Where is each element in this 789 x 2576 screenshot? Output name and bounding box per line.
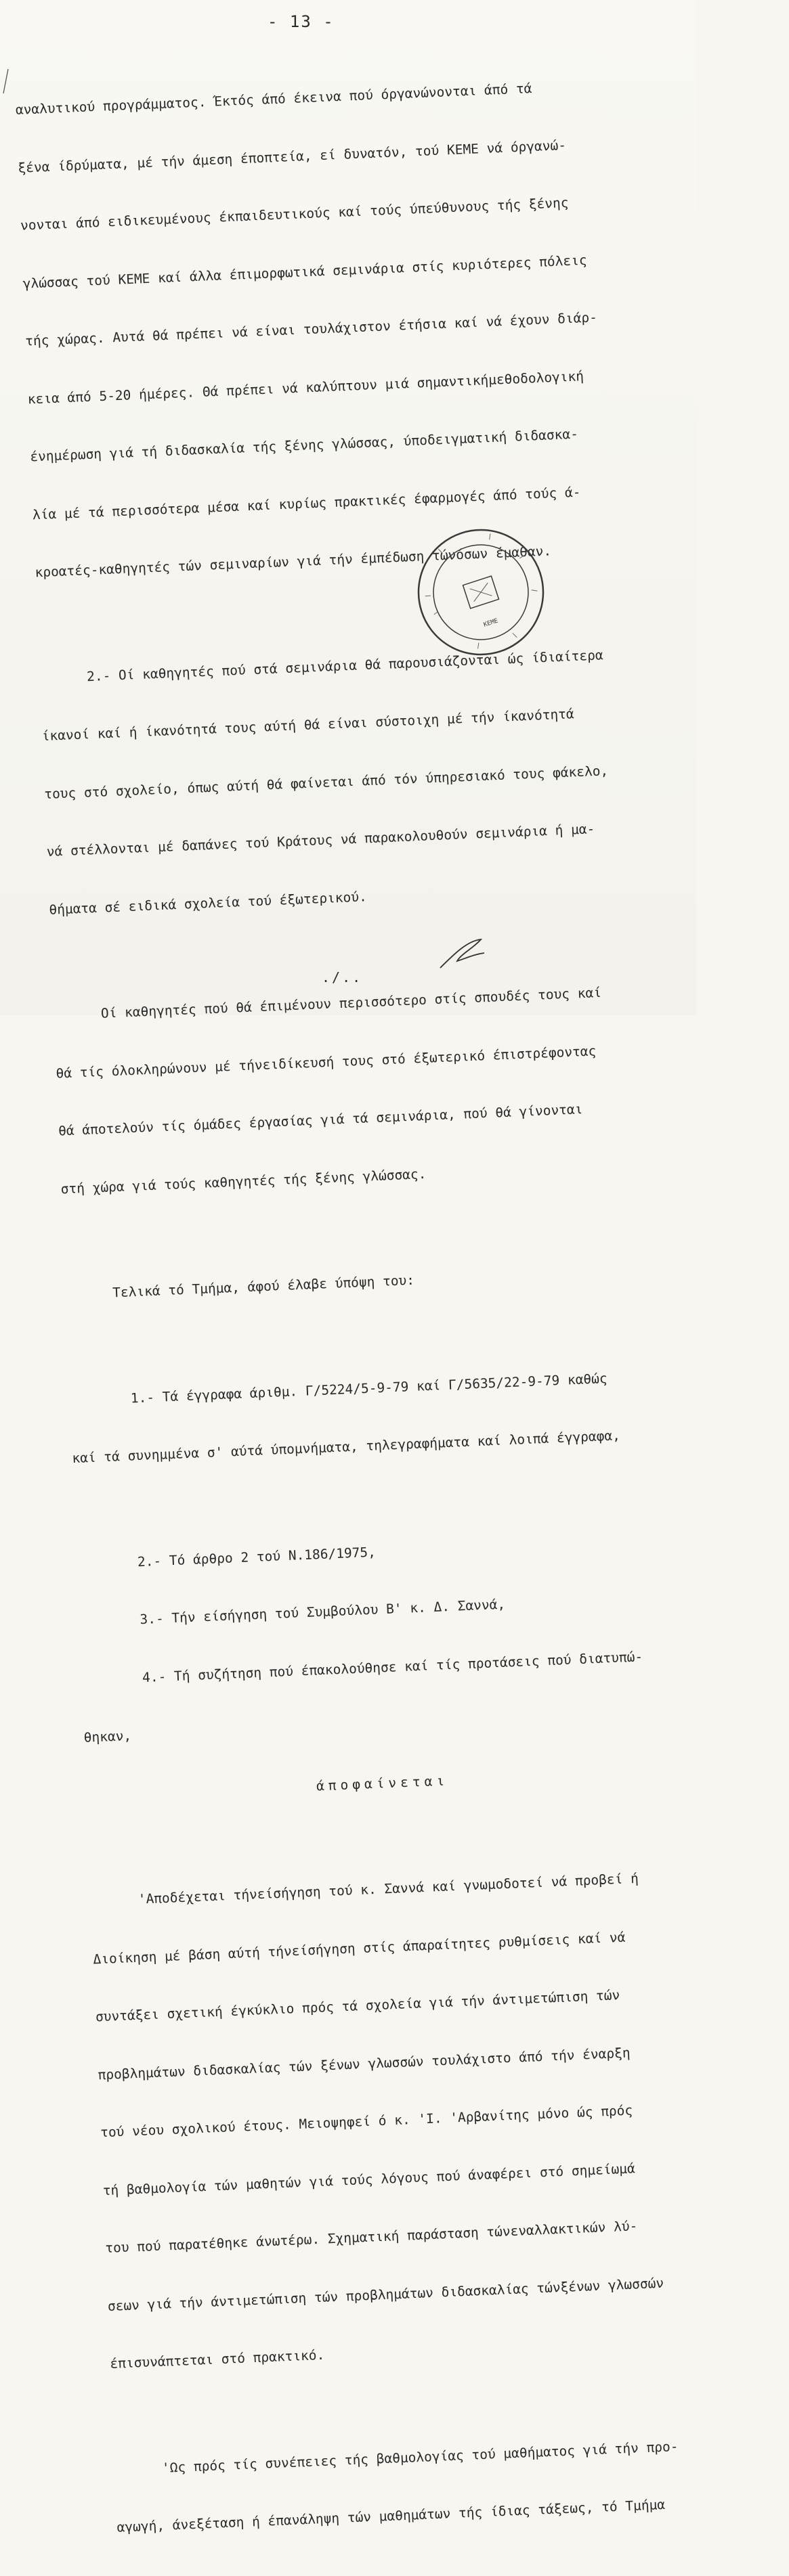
text-line: νά στέλλονται μέ δαπάνες τού Κράτους νά παρακολουθούν σεμινάρια ή μα- [46,821,595,860]
text-line: τής χώρας. Αυτά θά πρέπει νά είναι τουλάχιστον έτήσια καί νά έχουν διάρ- [24,309,598,349]
text-line: κροατές-καθηγητές τών σεμιναρίων γιά τήν έμπέδωση τώνόσων έμαθαν. [35,543,552,581]
text-line: νονται άπό ειδικευμένους έκπαιδευτικούς καί τούς ύπεύθυνους τής ξένης [20,194,569,234]
text-line: 1.- Τά έγγραφα άριθμ. Γ/5224/5-9-79 καί Γ/5635/22-9-79 καθώς [130,1370,608,1406]
text-line: Οί καθηγητές πού θά έπιμένουν περισσότερο στίς σπουδές τους καί [100,984,602,1021]
body-text [14,35,789,2576]
text-line: σεων γιά τήν άντιμετώπιση τών προβλημάτων διδασκαλίας τώνξένων γλωσσών [107,2275,664,2314]
text-line: κεια άπό 5-20 ήμέρες. Θά πρέπει νά καλύπτουν μιά σημαντικήμεθοδολογική [27,368,584,407]
text-line: τή βαθμολογία τών μαθητών γιά τούς λόγους πού άναφέρει στό σημείωμά [102,2160,636,2198]
text-line: του πού παρατέθηκε άνωτέρω. Σχηματική παράσταση τώνεναλλακτικών λύ- [104,2218,638,2257]
text-line: στή χώρα γιά τούς καθηγητές τής ξένης γλώσσας. [60,1165,427,1197]
text-line: ξένα ίδρύματα, μέ τήν άμεση έποπτεία, εί δυνατόν, τού ΚΕΜΕ νά όργανώ- [18,137,567,176]
text-line: 'Ως πρός τίς συνέπειες τής βαθμολογίας τού μαθήματος γιά τήν προ- [161,2438,679,2476]
text-line: θήματα σέ ειδικά σχολεία τού έξωτερικού. [48,888,368,918]
text-line: 2.- Τό άρθρο 2 τού Ν.186/1975, [137,1544,377,1570]
text-line: λία μέ τά περισσότερα μέσα καί κυρίως πρακτικές έφαρμογές άπό τούς ά- [32,484,581,523]
text-line: 2.- Οί καθηγητές πού στά σεμινάρια θά παρουσιάζονται ώς ίδιαίτερα [86,646,604,684]
text-line: θά άποτελούν τίς όμάδες έργασίας γιά τά σεμινάρια, πού θά γίνονται [58,1101,583,1139]
text-line: ένημέρωση γιά τή διδασκαλία τής ξένης γλώσσας, ύποδειγματική διδασκα- [29,426,579,465]
text-line: 3.- Τήν είσήγηση τού Συμβούλου Β' κ. Δ. Σαννά, [140,1596,506,1628]
text-line: ίκανοί καί ή ίκανότητά τους αύτή θά είναι σύστοιχη μέ τήν ίκανότητά [41,706,575,745]
decision-heading: άποφαίνεται [316,1772,449,1794]
text-line: 'Αποδέχεται τήνείσήγηση τού κ. Σαννά καί γνωμοδοτεί νά προβεί ή [137,1870,639,1907]
continuation-mark: ./.. [322,969,363,985]
text-line: αναλυτικού προγράμματος. Έκτός άπό έκεινα πού όργανώνονται άπό τά [15,80,532,118]
text-line: Τελικά τό Τμήμα, άφού έλαβε ύπόψη του: [112,1272,415,1301]
stamp-text: ΚΕΜΕ [482,617,499,629]
text-line: τού νέου σχολικού έτους. Μειοψηφεί ό κ. 'Ι. 'Αρβανίτης μόνο ώς πρός [100,2102,633,2141]
text-line: καί τά συνημμένα σ' αύτά ύπομνήματα, τηλεγραφήματα καί λοιπά έγγραφα, [71,1427,621,1467]
signature [433,934,494,975]
text-line: 4.- Τή συζήτηση πού έπακολούθησε καί τίς προτάσεις πού διατυπώ- [142,1648,643,1685]
text-line: συντάξει σχετική έγκύκλιο πρός τά σχολεία γιά τήν άντιμετώπιση τών [95,1987,620,2025]
text-line: προβλημάτων διδασκαλίας τών ξένων γλωσσών τουλάχιστο άπό τήν έναρξη [98,2044,631,2083]
page-number: - 13 - [268,12,335,31]
text-line: τους στό σχολείο, όπως αύτή θά φαίνεται άπό τόν ύπηρεσιακό τους φάκελο, [43,762,609,802]
text-line: γλώσσας τού ΚΕΜΕ καί άλλα έπιμορφωτικά σεμινάρια στίς κυριότερες πόλεις [22,252,587,292]
margin-mark [1,68,11,95]
text-line: θά τίς όλοκληρώνουν μέ τήνειδίκευσή τους στό έξωτερικό έπιστρέφοντας [56,1042,597,1082]
text-line: θηκαν, [83,1727,132,1746]
text-line: Διοίκηση μέ βάση αύτή τήνείσήγηση στίς άπαραίτητες ρυθμίσεις καί νά [92,1929,626,1968]
text-line: αγωγή, άνεξέταση ή έπανάληψη τών μαθημάτων τής ίδιας τάξεως, τό Τμήμα [116,2496,666,2535]
text-line: έπισυνάπτεται στό πρακτικό. [110,2347,325,2372]
